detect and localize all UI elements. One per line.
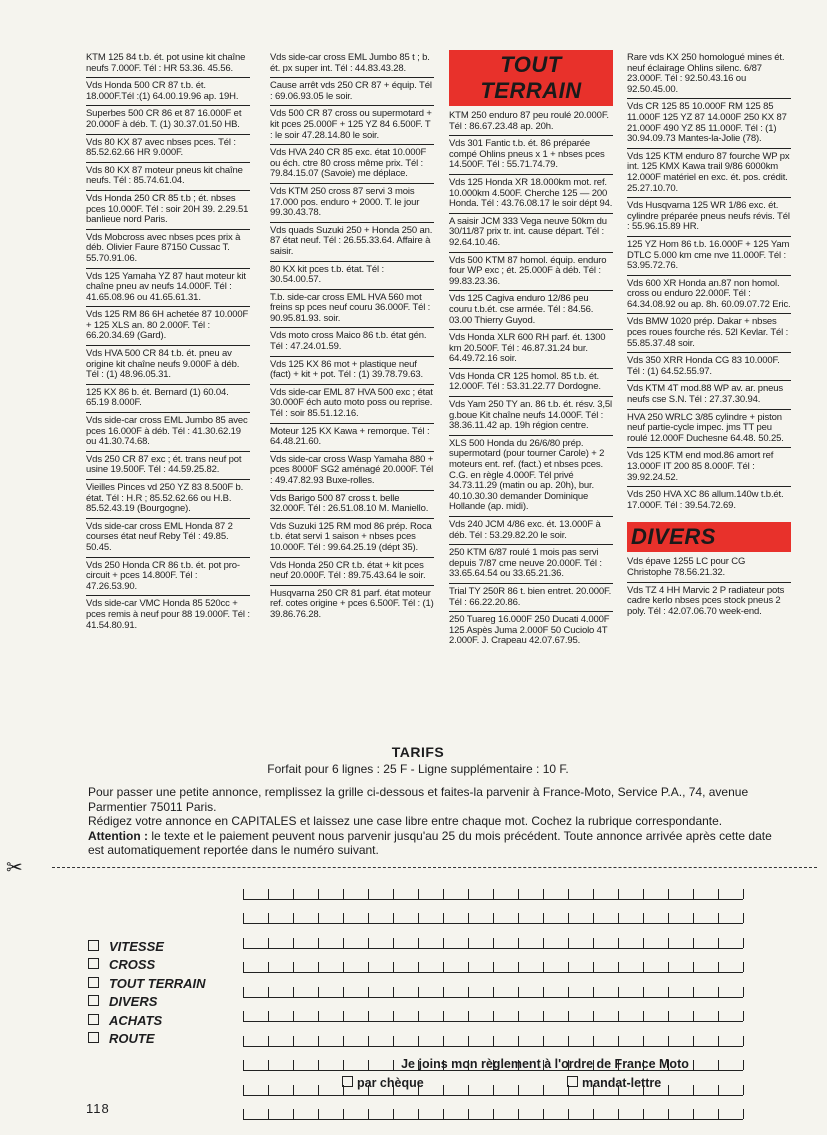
classified-ad: 125 YZ Hom 86 t.b. 16.000F + 125 Yam DTLC 5.000 km cme nve 11.000F. Tél : 53.95.72.76.: [627, 237, 791, 276]
grid-cell-divider: [493, 913, 494, 923]
grid-cell-divider: [568, 938, 569, 948]
grid-cell-divider: [743, 987, 744, 997]
classified-ad: Vds 125 Cagiva enduro 12/86 peu couru t.b.ét. cse armée. Tél : 84.56. 03.00 Thierry Guyod.: [449, 291, 613, 330]
grid-cell-divider: [293, 1109, 294, 1119]
grid-cell-divider: [343, 987, 344, 997]
checkbox-icon[interactable]: [88, 1014, 99, 1025]
grid-cell-divider: [643, 913, 644, 923]
grid-cell-divider: [343, 938, 344, 948]
grid-cell-divider: [268, 1109, 269, 1119]
grid-cell-divider: [243, 913, 244, 923]
classified-ad: HVA 250 WRLC 3/85 cylindre + piston neuf partie-cycle impec. jms TT peu roulé 12.000F Duchesne 64.48. 50.25.: [627, 410, 791, 449]
divers-header: DIVERS: [627, 522, 791, 552]
classified-ad: Vds 301 Fantic t.b. ét. 86 préparée compé Ohlins pneus x 1 + nbses pces 14.500F. Tél : 55.71.74.79.: [449, 136, 613, 175]
grid-cell-divider: [618, 913, 619, 923]
grid-cell-divider: [593, 1109, 594, 1119]
grid-cell-divider: [318, 938, 319, 948]
scissors-icon: ✂: [6, 857, 23, 879]
grid-cell-divider: [243, 1036, 244, 1046]
grid-cell-divider: [443, 938, 444, 948]
grid-cell-divider: [418, 938, 419, 948]
grid-cell-divider: [293, 962, 294, 972]
grid-cell-divider: [568, 1036, 569, 1046]
grid-cell-divider: [743, 1011, 744, 1021]
grid-cell-divider: [643, 1036, 644, 1046]
grid-cell-divider: [568, 1109, 569, 1119]
grid-cell-divider: [468, 938, 469, 948]
classified-ad: KTM 250 enduro 87 peu roulé 20.000F. Tél : 86.67.23.48 ap. 20h.: [449, 108, 613, 136]
grid-row[interactable]: [243, 973, 743, 998]
grid-cell-divider: [718, 1011, 719, 1021]
grid-cell-divider: [593, 889, 594, 899]
classified-ad: Vds 125 Yamaha YZ 87 haut moteur kit chaîne pneu av neufs 14.000F. Tél : 41.65.08.96 ou 41.65.61.31.: [86, 269, 250, 308]
instructions: [88, 785, 778, 858]
grid-cell-divider: [618, 938, 619, 948]
grid-cell-divider: [593, 1011, 594, 1021]
grid-cell-divider: [743, 1109, 744, 1119]
grid-cell-divider: [718, 938, 719, 948]
grid-cell-divider: [393, 938, 394, 948]
classified-ad: Vieilles Pinces vd 250 YZ 83 8.500F b. état. Tél : H.R ; 85.52.62.66 ou H.B. 85.52.43.19 (Bourgogne).: [86, 480, 250, 519]
grid-cell-divider: [743, 1036, 744, 1046]
grid-cell-divider: [368, 1109, 369, 1119]
grid-cell-divider: [693, 913, 694, 923]
payment-mandat-label: mandat-lettre: [582, 1076, 662, 1090]
grid-cell-divider: [293, 987, 294, 997]
grid-cell-divider: [443, 1011, 444, 1021]
grid-cell-divider: [693, 889, 694, 899]
classified-ad: Vds 250 Honda CR 86 t.b. ét. pot pro-circuit + pces 14.800F. Tél : 47.26.53.90.: [86, 558, 250, 597]
grid-cell-divider: [743, 889, 744, 899]
category-label: ROUTE: [109, 1031, 155, 1047]
classified-ad: Vds side-car VMC Honda 85 520cc + pces remis à neuf pour 88 19.000F. Tél : 41.54.80.91.: [86, 598, 250, 631]
grid-cell-divider: [443, 889, 444, 899]
grid-cell-divider: [518, 1036, 519, 1046]
category-checkboxes: [88, 938, 206, 1048]
grid-cell-divider: [293, 1011, 294, 1021]
grid-cell-divider: [518, 1109, 519, 1119]
grid-cell-divider: [718, 889, 719, 899]
grid-cell-divider: [668, 962, 669, 972]
tarifs-title: TARIFS: [391, 744, 445, 760]
checkbox-icon[interactable]: [88, 995, 99, 1006]
grid-cell-divider: [418, 1109, 419, 1119]
checkbox-icon[interactable]: [88, 977, 99, 988]
grid-cell-divider: [618, 1011, 619, 1021]
classified-ad: T.b. side-car cross EML HVA 560 mot freins sp pces neuf couru 36.000F. Tél : 90.95.81.93. soir.: [270, 290, 434, 329]
classified-ad: Vds KTM 4T mod.88 WP av. ar. pneus neufs cse S.N. Tél : 27.37.30.94.: [627, 381, 791, 409]
grid-cell-divider: [468, 962, 469, 972]
ads-column-2: [270, 50, 434, 624]
grid-cell-divider: [468, 889, 469, 899]
grid-cell-divider: [393, 1036, 394, 1046]
classified-ad: Vds Yam 250 TY an. 86 t.b. ét. résv. 3,5l g.boue Kit chaîne neufs 14.000F. Tél : 38.36.11.42 ap. 19h région centre.: [449, 397, 613, 436]
grid-cell-divider: [268, 1011, 269, 1021]
grid-cell-divider: [318, 1109, 319, 1119]
grid-row[interactable]: [243, 875, 743, 900]
grid-cell-divider: [543, 913, 544, 923]
grid-cell-divider: [718, 1036, 719, 1046]
grid-cell-divider: [493, 962, 494, 972]
grid-cell-divider: [618, 889, 619, 899]
grid-cell-divider: [368, 889, 369, 899]
classified-ad: Vds HVA 240 CR 85 exc. état 10.000F ou éch. ctre 80 cross même prix. Tél : 79.84.15.07 (Savoie) me déplace.: [270, 145, 434, 184]
grid-cell-divider: [418, 889, 419, 899]
grid-cell-divider: [593, 913, 594, 923]
category-label: ACHATS: [109, 1012, 163, 1028]
grid-cell-divider: [668, 987, 669, 997]
classified-ad: Vds 350 XRR Honda CG 83 10.000F. Tél : (1) 64.52.55.97.: [627, 353, 791, 381]
grid-cell-divider: [693, 1036, 694, 1046]
grid-cell-divider: [343, 889, 344, 899]
grid-cell-divider: [593, 987, 594, 997]
checkbox-icon[interactable]: [88, 1032, 99, 1043]
grid-row[interactable]: [243, 924, 743, 949]
classified-ad: Vds 500 CR 87 cross ou supermotard + kit pces 25.000F + 125 YZ 84 6.500F. T : le soir 47.28.14.80 le soir.: [270, 106, 434, 145]
tarifs-section: [88, 744, 748, 776]
ads-column-1: [86, 50, 250, 634]
ads-column-4: [627, 50, 791, 620]
classified-ad: Vds 240 JCM 4/86 exc. ét. 13.000F à déb. Tél : 53.29.82.20 le soir.: [449, 517, 613, 545]
classified-ad: Vds 125 KTM enduro 87 fourche WP px int. 125 KMX Kawa trail 9/86 6000km 12.000F matériel en exc. ét. pos. crédit. 25.27.10.70.: [627, 149, 791, 198]
grid-cell-divider: [493, 1036, 494, 1046]
classified-ad: Vds 80 KX 87 avec nbses pces. Tél : 85.52.62.66 HR 9.000F.: [86, 135, 250, 163]
grid-cell-divider: [693, 962, 694, 972]
grid-cell-divider: [243, 987, 244, 997]
checkbox-icon[interactable]: [342, 1076, 353, 1087]
classified-ad: Vds 500 KTM 87 homol. équip. enduro four WP exc ; ét. 25.000F à déb. Tél : 99.83.23.36.: [449, 253, 613, 292]
classified-ad: 80 KX kit pces t.b. état. Tél : 30.54.00.57.: [270, 262, 434, 290]
grid-cell-divider: [418, 913, 419, 923]
grid-cell-divider: [743, 913, 744, 923]
grid-cell-divider: [318, 1036, 319, 1046]
grid-cell-divider: [293, 889, 294, 899]
category-option[interactable]: [88, 938, 206, 956]
grid-row[interactable]: [243, 949, 743, 974]
grid-cell-divider: [243, 962, 244, 972]
grid-cell-divider: [393, 1011, 394, 1021]
grid-cell-divider: [243, 1109, 244, 1119]
grid-cell-divider: [268, 987, 269, 997]
classified-ad: Vds 125 RM 86 6H achetée 87 10.000F + 125 XLS an. 80 2.000F. Tél : 66.20.34.69 (Gard).: [86, 307, 250, 346]
classified-ad: Vds side-car cross EML Jumbo 85 t ; b. ét. px super int. Tél : 44.83.43.28.: [270, 50, 434, 78]
grid-cell-divider: [443, 1109, 444, 1119]
classified-ad: Vds 125 Honda XR 18.000km mot. ref. 10.000km 4.500F. Cherche 125 — 200 Honda. Tél : 43.76.08.17 le soir dépt 94.: [449, 175, 613, 214]
classified-ad: Vds Honda 250 CR t.b. état + kit pces neuf 20.000F. Tél : 89.75.43.64 le soir.: [270, 558, 434, 586]
grid-cell-divider: [493, 987, 494, 997]
grid-cell-divider: [743, 938, 744, 948]
classified-ad: Vds Honda CR 125 homol. 85 t.b. ét. 12.000F. Tél : 53.31.22.77 Dordogne.: [449, 369, 613, 397]
payment-section: [355, 1057, 735, 1096]
grid-cell-divider: [293, 938, 294, 948]
grid-cell-divider: [268, 1036, 269, 1046]
payment-mandat-option[interactable]: [567, 1076, 661, 1090]
grid-cell-divider: [743, 962, 744, 972]
grid-cell-divider: [318, 913, 319, 923]
classified-ad: Vds 125 KTM end mod.86 amort ref 13.000F IT 200 85 8.000F. Tél : 39.92.24.52.: [627, 448, 791, 487]
classified-ad: Trial TY 250R 86 t. bien entret. 20.000F. Tél : 66.22.20.86.: [449, 584, 613, 612]
grid-cell-divider: [518, 1011, 519, 1021]
grid-cell-divider: [618, 1036, 619, 1046]
classified-ad: 250 Tuareg 16.000F 250 Ducati 4.000F 125 Aspès Juma 2.000F 50 Cuciolo 4T 2.000F. J. Crapeau 42.07.67.95.: [449, 614, 610, 647]
instructions-p3-text: le texte et le paiement peuvent nous parvenir jusqu'au 25 du mois précédent. Toute annonce arrivée après cette date est automatiquement reportée dans le numéro suivant.: [88, 828, 772, 857]
instructions-p3: [88, 829, 778, 858]
grid-cell-divider: [693, 938, 694, 948]
classified-ad: Vds Barigo 500 87 cross t. belle 32.000F. Tél : 26.51.08.10 M. Maniello.: [270, 491, 434, 519]
payment-cheque-option[interactable]: [342, 1076, 424, 1090]
grid-cell-divider: [643, 889, 644, 899]
classified-ad: Vds side-car cross EML Honda 87 2 courses état neuf Reby Tél : 49.85. 50.45.: [86, 519, 250, 558]
category-label: TOUT TERRAIN: [109, 975, 206, 991]
grid-cell-divider: [593, 1036, 594, 1046]
classified-ad: Vds 250 CR 87 exc ; ét. trans neuf pot usine 19.500F. Tél : 44.59.25.82.: [86, 452, 250, 480]
grid-cell-divider: [393, 1109, 394, 1119]
grid-cell-divider: [718, 962, 719, 972]
grid-cell-divider: [268, 1085, 269, 1095]
classified-ad: 125 KX 86 b. ét. Bernard (1) 60.04. 65.19 8.000F.: [86, 385, 250, 413]
grid-cell-divider: [293, 1085, 294, 1095]
grid-cell-divider: [343, 962, 344, 972]
grid-cell-divider: [593, 938, 594, 948]
grid-cell-divider: [243, 938, 244, 948]
grid-cell-divider: [493, 889, 494, 899]
grid-cell-divider: [668, 1109, 669, 1119]
grid-cell-divider: [243, 1060, 244, 1070]
grid-cell-divider: [393, 987, 394, 997]
checkbox-icon[interactable]: [567, 1076, 578, 1087]
classified-ad: 250 KTM 6/87 roulé 1 mois pas servi depuis 7/87 cme neuve 20.000F. Tél : 33.65.64.54 ou 33.65.21.36.: [449, 545, 613, 584]
grid-cell-divider: [593, 962, 594, 972]
grid-cell-divider: [618, 987, 619, 997]
category-option[interactable]: [88, 975, 206, 993]
grid-cell-divider: [543, 889, 544, 899]
grid-cell-divider: [343, 1060, 344, 1070]
grid-cell-divider: [743, 1085, 744, 1095]
classified-ad: Vds side-car EML 87 HVA 500 exc ; état 30.000F éch auto moto poss ou reprise. Tél : soir 85.51.12.16.: [270, 385, 434, 424]
classified-ad: Vds TZ 4 HH Marvic 2 P radiateur pots cadre kerlo nbses pces stock pneus 2 poly. Tél : 42.07.06.70 week-end.: [627, 584, 785, 617]
grid-cell-divider: [393, 913, 394, 923]
grid-cell-divider: [668, 913, 669, 923]
grid-cell-divider: [318, 1060, 319, 1070]
grid-cell-divider: [618, 1109, 619, 1119]
grid-cell-divider: [643, 1011, 644, 1021]
grid-cell-divider: [343, 1011, 344, 1021]
grid-cell-divider: [318, 987, 319, 997]
grid-cell-divider: [668, 938, 669, 948]
instructions-p2: Rédigez votre annonce en CAPITALES et laissez une case libre entre chaque mot. Cochez la rubrique correspondante.: [88, 814, 723, 828]
grid-cell-divider: [543, 987, 544, 997]
grid-cell-divider: [268, 1060, 269, 1070]
grid-cell-divider: [468, 913, 469, 923]
grid-cell-divider: [343, 1109, 344, 1119]
classified-ad: Vds Husqvarna 125 WR 1/86 exc. ét. cylindre préparée pneus neufs révis. Tél : 55.96.15.89 HR.: [627, 198, 791, 237]
grid-cell-divider: [243, 889, 244, 899]
grid-cell-divider: [693, 987, 694, 997]
classified-ad: Vds moto cross Maico 86 t.b. état gén. Tél : 47.24.01.59.: [270, 328, 434, 356]
classified-ad: Vds CR 125 85 10.000F RM 125 85 11.000F 125 YZ 87 14.000F 250 KX 87 21.000F 490 YZ 85 11.000F. Tél : (1) 30.94.09.73 Mantes-la-Jolie (78).: [627, 99, 791, 148]
grid-cell-divider: [693, 1109, 694, 1119]
tout-terrain-header: TOUT TERRAIN: [449, 50, 613, 106]
grid-cell-divider: [493, 1109, 494, 1119]
grid-cell-divider: [443, 1036, 444, 1046]
classified-ad: Vds épave 1255 LC pour CG Christophe 78.56.21.32.: [627, 554, 791, 582]
grid-cell-divider: [718, 987, 719, 997]
grid-cell-divider: [368, 938, 369, 948]
grid-cell-divider: [268, 938, 269, 948]
classified-ad: Moteur 125 KX Kawa + remorque. Tél : 64.48.21.60.: [270, 424, 434, 452]
classified-ad: XLS 500 Honda du 26/6/80 prép. supermotard (pour tourner Carole) + 2 moteurs ent. ref. (fact.) et nbses pces. C.G. en règle 4.000F. Tél privé 34.73.11.29 (matin ou ap. 20h), bur. 40.10.30.30 demander Dominique Hollande (ap. midi).: [449, 436, 613, 517]
grid-cell-divider: [468, 1109, 469, 1119]
grid-cell-divider: [368, 1036, 369, 1046]
category-option[interactable]: [88, 1030, 206, 1048]
checkbox-icon[interactable]: [88, 958, 99, 969]
grid-cell-divider: [318, 1085, 319, 1095]
attention-label: Attention :: [88, 828, 148, 843]
grid-cell-divider: [543, 1036, 544, 1046]
grid-cell-divider: [368, 913, 369, 923]
classified-ad: Rare vds KX 250 homologué mines ét. neuf éclairage Ohlins silenc. 6/87 23.000F. Tél : 92.50.43.16 ou 92.50.45.00.: [627, 50, 791, 99]
classified-ad: Vds Honda 250 CR 85 t.b ; ét. nbses pces 10.000F. Tél : soir 20H 39. 2.29.51 banlieue nord Paris.: [86, 191, 250, 230]
grid-cell-divider: [293, 1060, 294, 1070]
classified-ad: Vds 80 KX 87 moteur pneus kit chaîne neufs. Tél : 85.74.61.04.: [86, 163, 250, 191]
grid-cell-divider: [293, 913, 294, 923]
grid-cell-divider: [568, 913, 569, 923]
classified-ad: Vds side-car cross EML Jumbo 85 avec pces 16.000F à déb. Tél : 41.30.62.19 ou 41.30.74.68.: [86, 413, 250, 452]
grid-cell-divider: [668, 889, 669, 899]
classified-ad: Vds Suzuki 125 RM mod 86 prép. Roca t.b. état servi 1 saison + nbses pces 10.000F. Tél : 99.64.25.19 (dépt 35).: [270, 519, 434, 558]
grid-cell-divider: [418, 1011, 419, 1021]
grid-cell-divider: [518, 889, 519, 899]
instructions-p1: Pour passer une petite annonce, remplissez la grille ci-dessous et faites-la parvenir à France-Moto, Service P.A., 74, avenue Parmentier 75011 Paris.: [88, 785, 749, 814]
grid-cell-divider: [518, 913, 519, 923]
grid-row[interactable]: [243, 1022, 743, 1047]
tarifs-subtitle: Forfait pour 6 lignes : 25 F - Ligne supplémentaire : 10 F.: [267, 762, 569, 776]
grid-cell-divider: [718, 1109, 719, 1119]
grid-cell-divider: [468, 987, 469, 997]
grid-row[interactable]: [243, 1096, 743, 1121]
grid-cell-divider: [493, 1011, 494, 1021]
grid-cell-divider: [443, 962, 444, 972]
grid-cell-divider: [368, 1011, 369, 1021]
classified-ad: Vds BMW 1020 prép. Dakar + nbses pces roues fourche rés. 52l Kevlar. Tél : 55.85.37.48 soir.: [627, 314, 791, 353]
grid-cell-divider: [618, 962, 619, 972]
grid-cell-divider: [293, 1036, 294, 1046]
category-option[interactable]: [88, 956, 206, 974]
classified-ad: Vds Honda 500 CR 87 t.b. ét. 18.000F.Tél :(1) 64.00.19.96 ap. 19H.: [86, 78, 250, 106]
classified-ad: Cause arrêt vds 250 CR 87 + équip. Tél : 69.06.93.05 le soir.: [270, 78, 434, 106]
grid-cell-divider: [643, 1109, 644, 1119]
grid-cell-divider: [568, 889, 569, 899]
classified-ad: Vds 250 HVA XC 86 allum.140w t.b.ét. 17.000F. Tél : 39.54.72.69.: [627, 489, 784, 511]
classified-ad: Superbes 500 CR 86 et 87 16.000F et 20.000F à déb. T. (1) 30.37.01.50 HB.: [86, 106, 250, 134]
category-label: DIVERS: [109, 994, 158, 1010]
grid-cell-divider: [493, 938, 494, 948]
grid-cell-divider: [693, 1011, 694, 1021]
grid-cell-divider: [443, 913, 444, 923]
grid-cell-divider: [668, 1036, 669, 1046]
category-label: VITESSE: [109, 939, 164, 954]
checkbox-icon[interactable]: [88, 940, 99, 951]
grid-cell-divider: [718, 913, 719, 923]
grid-cell-divider: [568, 962, 569, 972]
grid-row[interactable]: [243, 900, 743, 925]
grid-cell-divider: [368, 987, 369, 997]
category-option[interactable]: [88, 1012, 206, 1030]
classified-ad: A saisir JCM 333 Vega neuve 50km du 30/11/87 prix tr. int. cause départ. Tél : 92.64.10.46.: [449, 214, 613, 253]
classified-ad: Vds HVA 500 CR 84 t.b. ét. pneu av origine kit chaîne neufs 9.000F à déb. Tél : (1) 48.96.05.31.: [86, 346, 250, 385]
grid-cell-divider: [368, 962, 369, 972]
grid-cell-divider: [418, 987, 419, 997]
grid-cell-divider: [418, 962, 419, 972]
classified-ad: Vds side-car cross Wasp Yamaha 880 + pces 8000F SG2 aménagé 20.000F. Tél : 49.47.82.93 Buxe-rolles.: [270, 452, 434, 491]
grid-cell-divider: [543, 962, 544, 972]
grid-cell-divider: [343, 913, 344, 923]
grid-cell-divider: [318, 889, 319, 899]
classified-ad: Vds 125 KX 86 mot + plastique neuf (fact) + kit + pot. Tél : (1) 39.78.79.63.: [270, 357, 434, 385]
grid-cell-divider: [518, 938, 519, 948]
grid-cell-divider: [318, 962, 319, 972]
classified-ad: Vds Mobcross avec nbses pces prix à déb. Olivier Faure 87150 Cussac T. 55.70.91.06.: [86, 230, 250, 269]
grid-cell-divider: [543, 1011, 544, 1021]
classified-ad: Vds KTM 250 cross 87 servi 3 mois 17.000 pos. enduro + 2000. T. le jour 99.30.43.78.: [270, 184, 434, 223]
grid-cell-divider: [418, 1036, 419, 1046]
dashed-line: [52, 867, 817, 868]
classified-ad: KTM 125 84 t.b. ét. pot usine kit chaîne neufs 7.000F. Tél : HR 53.36. 45.56.: [86, 50, 250, 78]
ads-column-3: [449, 50, 613, 650]
grid-cell-divider: [468, 1011, 469, 1021]
grid-cell-divider: [268, 962, 269, 972]
grid-cell-divider: [568, 987, 569, 997]
grid-cell-divider: [243, 1085, 244, 1095]
grid-cell-divider: [668, 1011, 669, 1021]
grid-row[interactable]: [243, 998, 743, 1023]
grid-cell-divider: [568, 1011, 569, 1021]
grid-cell-divider: [243, 1011, 244, 1021]
classified-ad: Vds Honda XLR 600 RH parf. ét. 1300 km 20.500F. Tél : 46.87.31.24 bur. 64.49.72.16 soir.: [449, 330, 613, 369]
payment-line: Je joins mon règlement à l'ordre de France Moto: [401, 1057, 689, 1071]
grid-cell-divider: [343, 1036, 344, 1046]
payment-cheque-label: par chèque: [357, 1076, 424, 1090]
grid-cell-divider: [468, 1036, 469, 1046]
category-option[interactable]: [88, 993, 206, 1011]
classified-ad: Vds 600 XR Honda an.87 non homol. cross ou enduro 22.000F. Tél : 64.34.08.92 ou ap. 8h. 60.09.07.72 Eric.: [627, 276, 791, 315]
grid-cell-divider: [318, 1011, 319, 1021]
grid-cell-divider: [543, 938, 544, 948]
grid-cell-divider: [393, 962, 394, 972]
grid-cell-divider: [543, 1109, 544, 1119]
grid-cell-divider: [518, 962, 519, 972]
grid-cell-divider: [393, 889, 394, 899]
grid-cell-divider: [443, 987, 444, 997]
category-label: CROSS: [109, 957, 156, 973]
grid-cell-divider: [743, 1060, 744, 1070]
page-number: 118: [86, 1101, 110, 1116]
grid-cell-divider: [268, 913, 269, 923]
grid-cell-divider: [518, 987, 519, 997]
grid-cell-divider: [643, 938, 644, 948]
classified-ad: Vds quads Suzuki 250 + Honda 250 an. 87 état neuf. Tél : 26.55.33.64. Affaire à saisir.: [270, 223, 434, 262]
grid-cell-divider: [643, 962, 644, 972]
grid-cell-divider: [268, 889, 269, 899]
classified-ad: Husqvarna 250 CR 81 parf. état moteur ref. cotes origine + pces 6.500F. Tél : (1) 39.86.76.28.: [270, 587, 434, 620]
grid-cell-divider: [643, 987, 644, 997]
